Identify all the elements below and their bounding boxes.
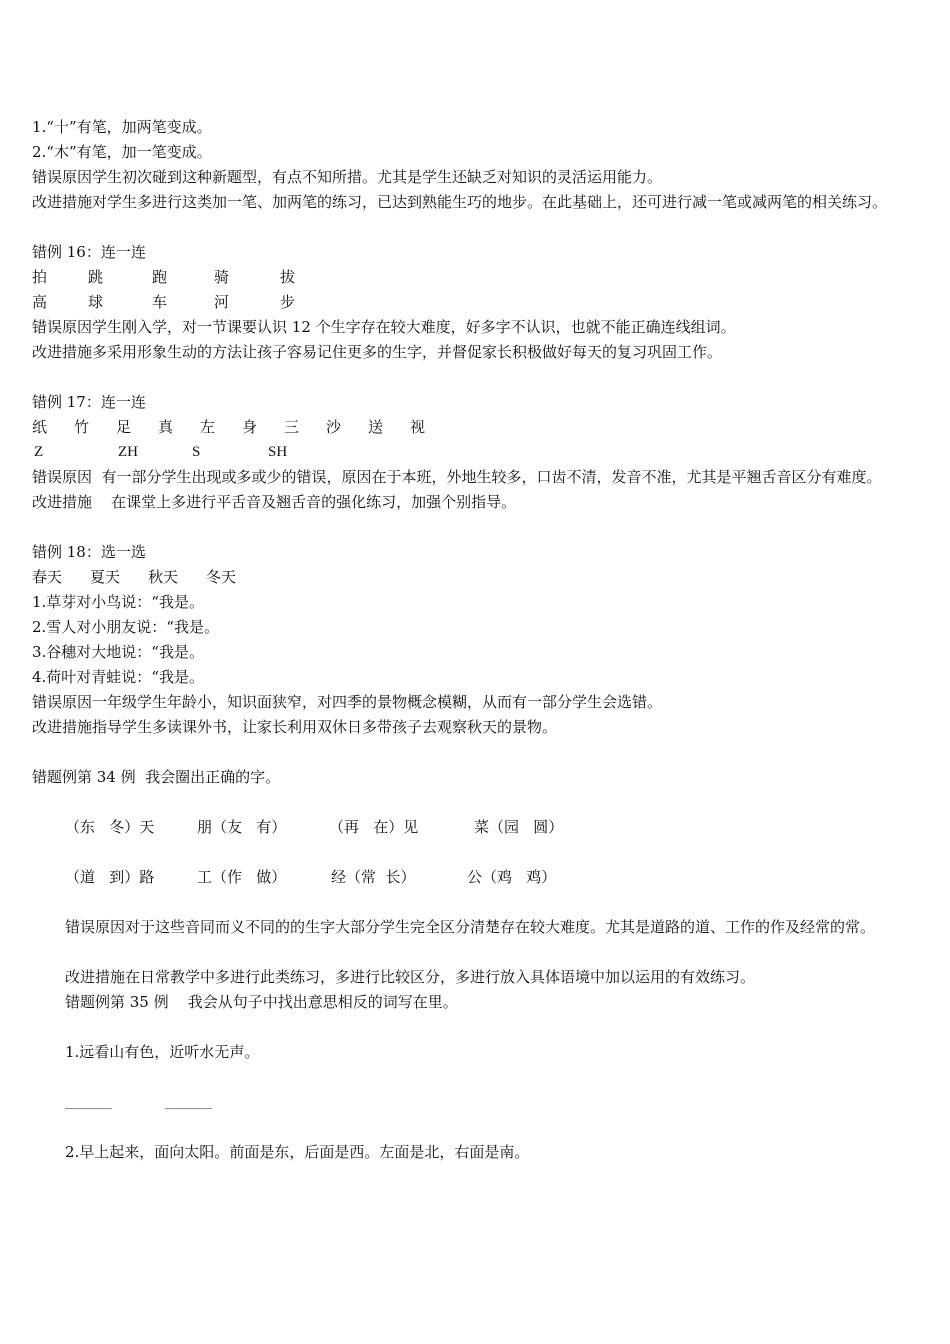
char: 沙 (326, 418, 342, 436)
char: 高 (32, 293, 48, 311)
error-reason: 错误原因学生初次碰到这种新题型，有点不知所措。尤其是学生还缺乏对知识的灵活运用能力。 (32, 168, 663, 186)
char: 车 (152, 293, 168, 311)
season: 冬天 (206, 568, 237, 586)
example-17-chars (32, 415, 917, 440)
sound: ZH (118, 444, 138, 460)
choice-pair: 工（作 做） (197, 868, 287, 886)
question-1: 1.草芽对小鸟说：“我是。 (32, 593, 204, 611)
example-35-title: 错题例第 35 例 我会从句子中找出意思相反的词写在里。 (65, 993, 458, 1011)
example-18-seasons (32, 565, 917, 590)
question-3: 3.谷穗对大地说：“我是。 (32, 643, 204, 661)
improvement: 改进措施多采用形象生动的方法让孩子容易记住更多的生字，并督促家长积极做好每天的复习巩固工作。 (32, 343, 723, 361)
char: 竹 (74, 418, 90, 436)
example-17-sounds (32, 440, 917, 465)
example-34-title: 错题例第 34 例 我会圈出正确的字。 (32, 768, 281, 786)
sound: S (192, 444, 201, 460)
char: 视 (410, 418, 426, 436)
document-page (32, 115, 917, 1165)
sound: Z (34, 444, 44, 460)
example-16-title: 错例 16：连一连 (32, 243, 146, 261)
improvement: 改进措施 在课堂上多进行平舌音及翘舌音的强化练习，加强个别指导。 (32, 493, 517, 511)
season: 春天 (32, 568, 63, 586)
improvement: 改进措施指导学生多读课外书，让家长利用双休日多带孩子去观察秋天的景物。 (32, 718, 558, 736)
sentence-1: 1.远看山有色，近听水无声。 (65, 1043, 260, 1061)
choice-pair: 朋（友 有） (197, 818, 287, 836)
example-18-title: 错例 18：选一选 (32, 543, 146, 561)
char: 拍 (32, 268, 48, 286)
choice-pair: （道 到）路 (65, 868, 155, 886)
char: 步 (280, 293, 296, 311)
sound: SH (268, 444, 288, 460)
char: 拔 (280, 268, 296, 286)
char: 真 (158, 418, 174, 436)
error-reason: 错误原因 有一部分学生出现或多或少的错误，原因在于本班，外地生较多，口齿不清，发音不准，尤其是平翘舌音区分有难度。 (32, 468, 882, 486)
example-16-row-1 (32, 265, 917, 290)
choice-pair: （东 冬）天 (65, 818, 155, 836)
choice-pair: 菜（园 圆） (474, 818, 564, 836)
question-4: 4.荷叶对青蛙说：“我是。 (32, 668, 204, 686)
char: 跑 (152, 268, 168, 286)
char: 足 (116, 418, 132, 436)
example-17-title: 错例 17：连一连 (32, 393, 146, 411)
char: 河 (214, 293, 230, 311)
char: 纸 (32, 418, 48, 436)
question-1: 1.“十”有笔，加两笔变成。 (32, 118, 212, 136)
example-16-row-2 (32, 290, 917, 315)
example-34-row-1 (32, 815, 917, 840)
answer-blanks (32, 1090, 917, 1115)
question-2: 2.“木”有笔，加一笔变成。 (32, 143, 212, 161)
improvement: 改进措施在日常教学中多进行此类练习，多进行比较区分，多进行放入具体语境中加以运用的有效练习。 (65, 968, 756, 986)
answer-blank: ______ (65, 1095, 112, 1110)
char: 球 (88, 293, 104, 311)
answer-blank: ______ (165, 1095, 212, 1110)
error-reason: 错误原因一年级学生年龄小，知识面狭窄，对四季的景物概念模糊，从而有一部分学生会选错。 (32, 693, 663, 711)
char: 跳 (88, 268, 104, 286)
char: 左 (200, 418, 216, 436)
char: 送 (368, 418, 384, 436)
season: 夏天 (90, 568, 121, 586)
question-2: 2.雪人对小朋友说：“我是。 (32, 618, 219, 636)
error-reason: 错误原因对于这些音同而义不同的的生字大部分学生完全区分清楚存在较大难度。尤其是道路的道、工作的作及经常的常。 (65, 918, 876, 936)
improvement: 改进措施对学生多进行这类加一笔、加两笔的练习，已达到熟能生巧的地步。在此基础上，还可进行减一笔或减两笔的相关练习。 (32, 193, 888, 211)
choice-pair: （再 在）见 (329, 818, 419, 836)
season: 秋天 (148, 568, 179, 586)
choice-pair: 公（鸡 鸡） (467, 868, 557, 886)
choice-pair: 经（常 长） (331, 868, 416, 886)
sentence-2: 2.早上起来，面向太阳。前面是东，后面是西。左面是北，右面是南。 (65, 1143, 530, 1161)
error-reason: 错误原因学生刚入学，对一节课要认识 12 个生字存在较大难度，好多字不认识，也就不能正确连线组词。 (32, 318, 736, 336)
char: 三 (284, 418, 300, 436)
char: 身 (242, 418, 258, 436)
char: 骑 (214, 268, 230, 286)
example-34-row-2 (32, 865, 917, 890)
